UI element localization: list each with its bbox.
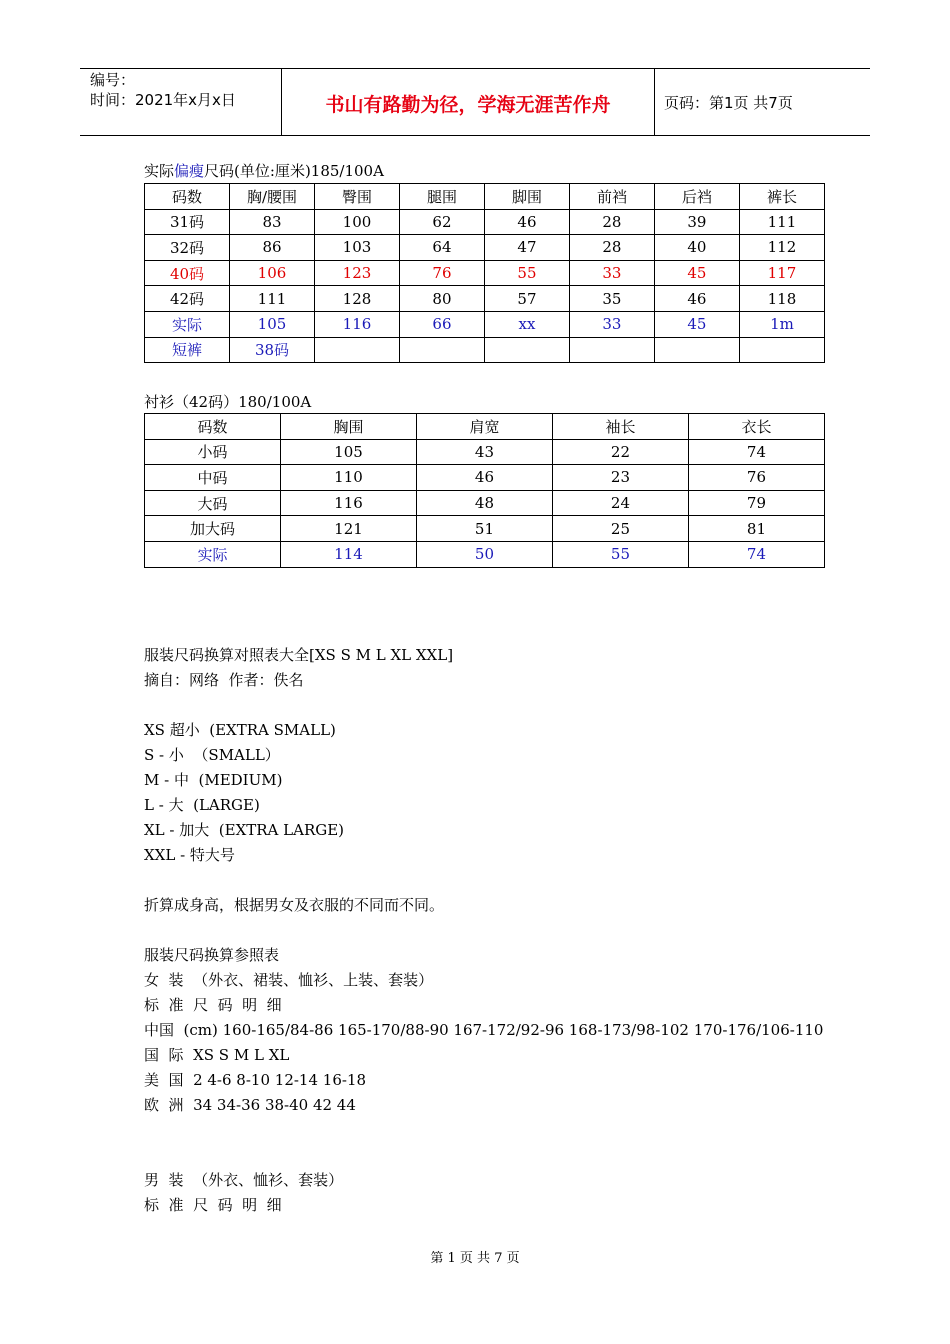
table-row [145,235,825,261]
table-cell: 116 [280,490,416,516]
table-row [145,439,825,465]
table-cell: 24 [552,490,688,516]
conversion-note: 折算成身高，根据男女及衣服的不同而不同。 [144,896,445,914]
table-cell: 50 [416,541,552,567]
column-header: 脚围 [484,184,569,210]
table-cell: 64 [399,235,484,261]
table-cell: 74 [688,541,824,567]
column-header: 肩宽 [416,414,552,440]
table-cell: 83 [229,209,314,235]
table-cell: 39 [654,209,739,235]
table-cell: 123 [314,260,399,286]
table-cell: 111 [739,209,824,235]
header-meta [90,70,236,110]
column-header: 臀围 [314,184,399,210]
table-cell [569,337,654,363]
time-label: 时间：2021年x月x日 [90,91,236,109]
table-cell: 62 [399,209,484,235]
header-motto: 书山有路勤为径，学海无涯苦作舟 [325,94,611,116]
table-cell: 118 [739,286,824,312]
table-cell: 48 [416,490,552,516]
table-row [145,337,825,363]
pants-size-table [144,183,825,363]
column-header: 码数 [145,414,281,440]
women-intl-sizes: 国 际 XS S M L XL [144,1046,290,1064]
table-cell: 106 [229,260,314,286]
header-page-info: 页码：第1页 共7页 [664,94,793,112]
caption-unit: 尺码(单位:厘米)185/100A [204,162,384,180]
table-cell: 46 [484,209,569,235]
men-detail-label: 标 准 尺 码 明 细 [144,1196,282,1214]
men-heading: 男 装 （外衣、恤衫、套装） [144,1171,344,1189]
table-cell [399,337,484,363]
caption-actual: 实际 [144,162,175,180]
table1-caption [144,160,384,181]
header-top-rule [80,68,870,69]
table-cell: xx [484,311,569,337]
article-title: 服装尺码换算对照表大全[XS S M L XL XXL] [144,646,454,664]
table-cell [654,337,739,363]
table-cell: 45 [654,260,739,286]
women-detail-label: 标 准 尺 码 明 细 [144,996,282,1014]
table-cell: 110 [280,465,416,491]
table-cell: 117 [739,260,824,286]
table-row [145,286,825,312]
reference-title: 服装尺码换算参照表 [144,946,280,964]
table-cell: 28 [569,209,654,235]
table-cell: 55 [484,260,569,286]
header-divider-right [654,68,655,136]
table-cell: 加大码 [145,516,281,542]
table-header-row [145,414,825,440]
column-header: 袖长 [552,414,688,440]
table-cell: 81 [688,516,824,542]
column-header: 后裆 [654,184,739,210]
table-row [145,541,825,567]
table-cell: 31码 [145,209,230,235]
table-cell: 46 [654,286,739,312]
table-cell: 105 [280,439,416,465]
table-row [145,311,825,337]
header-bottom-rule [80,135,870,136]
table-cell: 32码 [145,235,230,261]
table-header-row [145,184,825,210]
table-cell: 40码 [145,260,230,286]
table-cell: 76 [688,465,824,491]
size-line-l: L - 大 (LARGE) [144,796,260,814]
table-cell [484,337,569,363]
women-china-sizes: 中国 (cm) 160-165/84-86 165-170/88-90 167-172/92-96 168-173/98-102 170-176/106-110 [144,1021,824,1039]
table-cell: 43 [416,439,552,465]
article-source: 摘自：网络 作者：佚名 [144,671,304,689]
column-header: 胸围 [280,414,416,440]
column-header: 前裆 [569,184,654,210]
table-cell: 103 [314,235,399,261]
size-line-xl: XL - 加大 (EXTRA LARGE) [144,821,345,839]
size-line-m: M - 中 (MEDIUM) [144,771,283,789]
table-cell: 35 [569,286,654,312]
table-cell: 23 [552,465,688,491]
table-cell [314,337,399,363]
table-cell: 114 [280,541,416,567]
table-cell: 大码 [145,490,281,516]
table-cell: 116 [314,311,399,337]
table-cell: 46 [416,465,552,491]
table-cell: 100 [314,209,399,235]
table-row [145,465,825,491]
women-eu-sizes: 欧 洲 34 34-36 38-40 42 44 [144,1096,356,1114]
table-cell: 实际 [145,541,281,567]
column-header: 衣长 [688,414,824,440]
table-cell: 51 [416,516,552,542]
table-row [145,516,825,542]
size-line-xs: XS 超小 (EXTRA SMALL) [144,721,336,739]
table-cell: 128 [314,286,399,312]
table-cell: 57 [484,286,569,312]
table-row [145,490,825,516]
page-footer: 第 1 页 共 7 页 [430,1251,520,1266]
column-header: 裤长 [739,184,824,210]
table-cell: 79 [688,490,824,516]
column-header: 腿围 [399,184,484,210]
table-cell: 47 [484,235,569,261]
table-cell: 28 [569,235,654,261]
table-cell [739,337,824,363]
table-row [145,209,825,235]
table-cell: 38码 [229,337,314,363]
number-label: 编号： [90,71,136,89]
women-us-sizes: 美 国 2 4-6 8-10 12-14 16-18 [144,1071,367,1089]
table-cell: 中码 [145,465,281,491]
table-cell: 1m [739,311,824,337]
table-cell: 40 [654,235,739,261]
table-cell: 55 [552,541,688,567]
table-cell: 66 [399,311,484,337]
size-line-s: S - 小 （SMALL） [144,746,280,764]
table2-caption: 衬衫（42码）180/100A [144,393,312,411]
table-cell: 76 [399,260,484,286]
table-cell: 111 [229,286,314,312]
table-cell: 33 [569,260,654,286]
table-cell: 86 [229,235,314,261]
table-cell: 实际 [145,311,230,337]
women-heading: 女 装 （外衣、裙装、恤衫、上装、套装） [144,971,434,989]
table-cell: 25 [552,516,688,542]
table-cell: 112 [739,235,824,261]
table-cell: 小码 [145,439,281,465]
table-row [145,260,825,286]
caption-slim: 偏瘦 [174,162,205,180]
table-cell: 33 [569,311,654,337]
shirt-size-table [144,413,825,568]
table-cell: 22 [552,439,688,465]
table-cell: 短裤 [145,337,230,363]
table-cell: 80 [399,286,484,312]
table-cell: 105 [229,311,314,337]
column-header: 码数 [145,184,230,210]
table-cell: 121 [280,516,416,542]
table-cell: 45 [654,311,739,337]
table-cell: 74 [688,439,824,465]
column-header: 胸/腰围 [229,184,314,210]
size-line-xxl: XXL - 特大号 [144,846,235,864]
table-cell: 42码 [145,286,230,312]
